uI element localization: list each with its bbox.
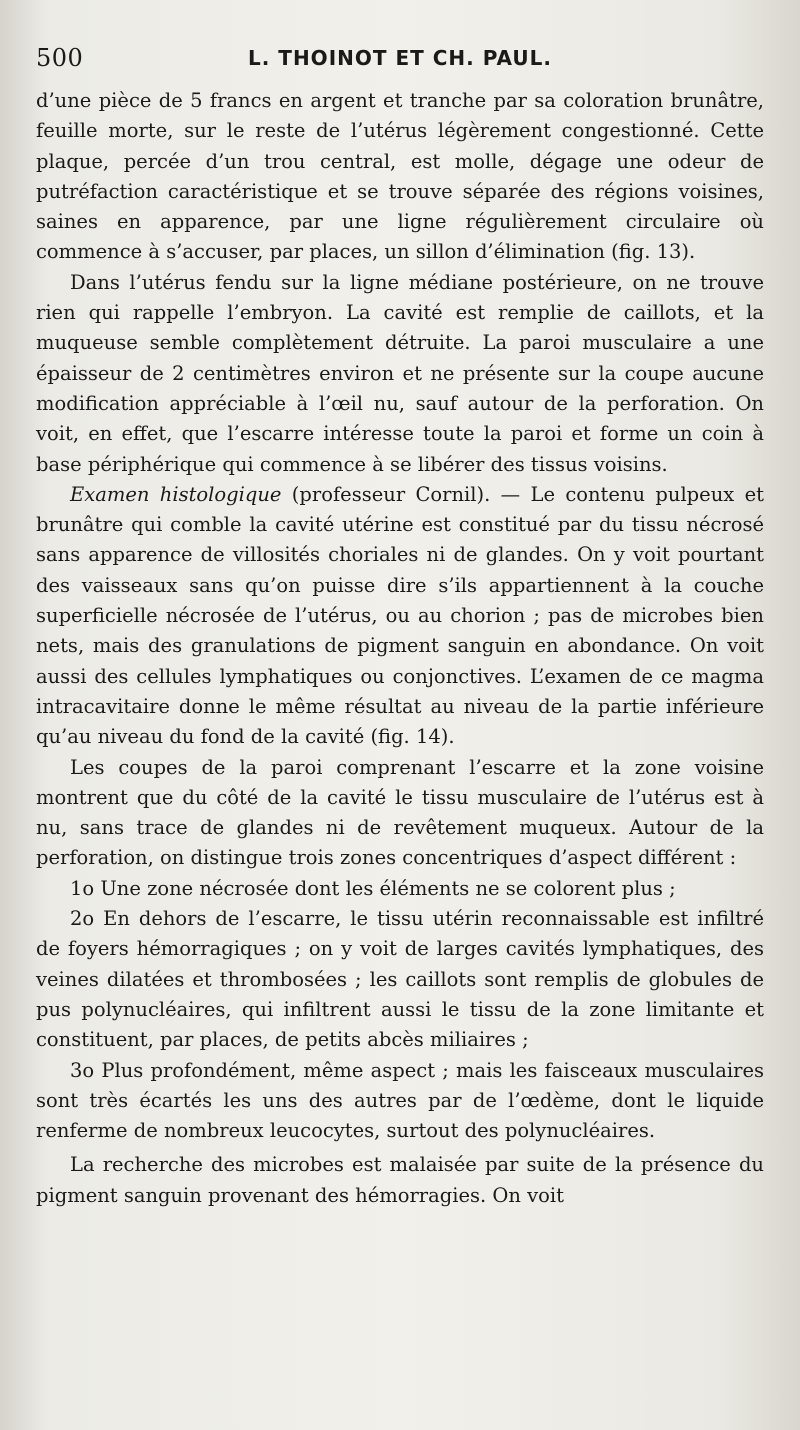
list-item-zone-3: 3o Plus profondément, même aspect ; mais les faisceaux musculaires sont très écartés les uns des autres par de l’œdème, dont le liquide renferme de nombreux leucocytes, surtout des polynucléaires. (36, 1058, 764, 1143)
list-item-zone-2: 2o En dehors de l’escarre, le tissu utérin reconnaissable est infiltré de foyers hémorragiques ; on y voit de larges cavités lymphatiques, des veines dilatées et thrombosées ; les caillots sont remplis de globules de pus polynucléaires, qui infiltrent aussi le tissu de la zone limitante et constituent, par places, de petits abcès miliaires ; (36, 907, 764, 1052)
paragraph-microbes: La recherche des microbes est malaisée par suite de la présence du pigment sanguin provenant des hémorragies. On voit (36, 1153, 764, 1207)
paragraph-continuation: d’une pièce de 5 francs en argent et tranche par sa coloration brunâtre, feuille morte, sur le reste de l’utérus légèrement congestionné. Cette plaque, percée d’un trou central, est molle, dégage une odeur de putréfaction caractéristique et se trouve séparée des régions voisines, saines en apparence, par une ligne régulièrement circulaire où commence à s’accuser, par places, un sillon d’élimination (fig. 13). (36, 89, 764, 264)
body-text (36, 86, 764, 1211)
paragraph-sections: Les coupes de la paroi comprenant l’escarre et la zone voisine montrent que du côté de la cavité le tissu musculaire de l’utérus est à nu, sans trace de glandes ni de revêtement muqueux. Autour de la perforation, on distingue trois zones concentriques d’aspect différent : (36, 755, 764, 870)
paragraph-histology-text: (professeur Cornil). — Le contenu pulpeux et brunâtre qui comble la cavité utérine est constitué par du tissu nécrosé sans apparence de villosités choriales ni de glandes. On y voit pourtant des vaisseaux sans qu’on puisse dire s’ils appartiennent à la couche superficielle nécrosée de l’utérus, ou au chorion ; pas de microbes bien nets, mais des granulations de pigment sanguin en abondance. On voit aussi des cellules lymphatiques ou conjonctives. L’examen de ce magma intracavitaire donne le même résultat au niveau de la partie inférieure qu’au niveau du fond de la cavité (fig. 14). (36, 482, 764, 749)
paragraph-uterus: Dans l’utérus fendu sur la ligne médiane postérieure, on ne trouve rien qui rappelle l’embryon. La cavité est remplie de caillots, et la muqueuse semble complètement détruite. La paroi musculaire a une épaisseur de 2 centimètres environ et ne présente sur la coupe aucune modification appréciable à l’œil nu, sauf autour de la perforation. On voit, en effet, que l’escarre intéresse toute la paroi et forme un coin à base périphérique qui commence à se libérer des tissus voisins. (36, 270, 764, 476)
section-heading: Examen histologique (70, 482, 282, 506)
list-item-zone-1: 1o Une zone nécrosée dont les éléments ne se colorent plus ; (70, 876, 676, 900)
running-head: L. THOINOT ET CH. PAUL. (248, 46, 552, 70)
page-header (36, 44, 760, 76)
paragraph-histology (36, 480, 764, 753)
page-number: 500 (36, 44, 84, 72)
